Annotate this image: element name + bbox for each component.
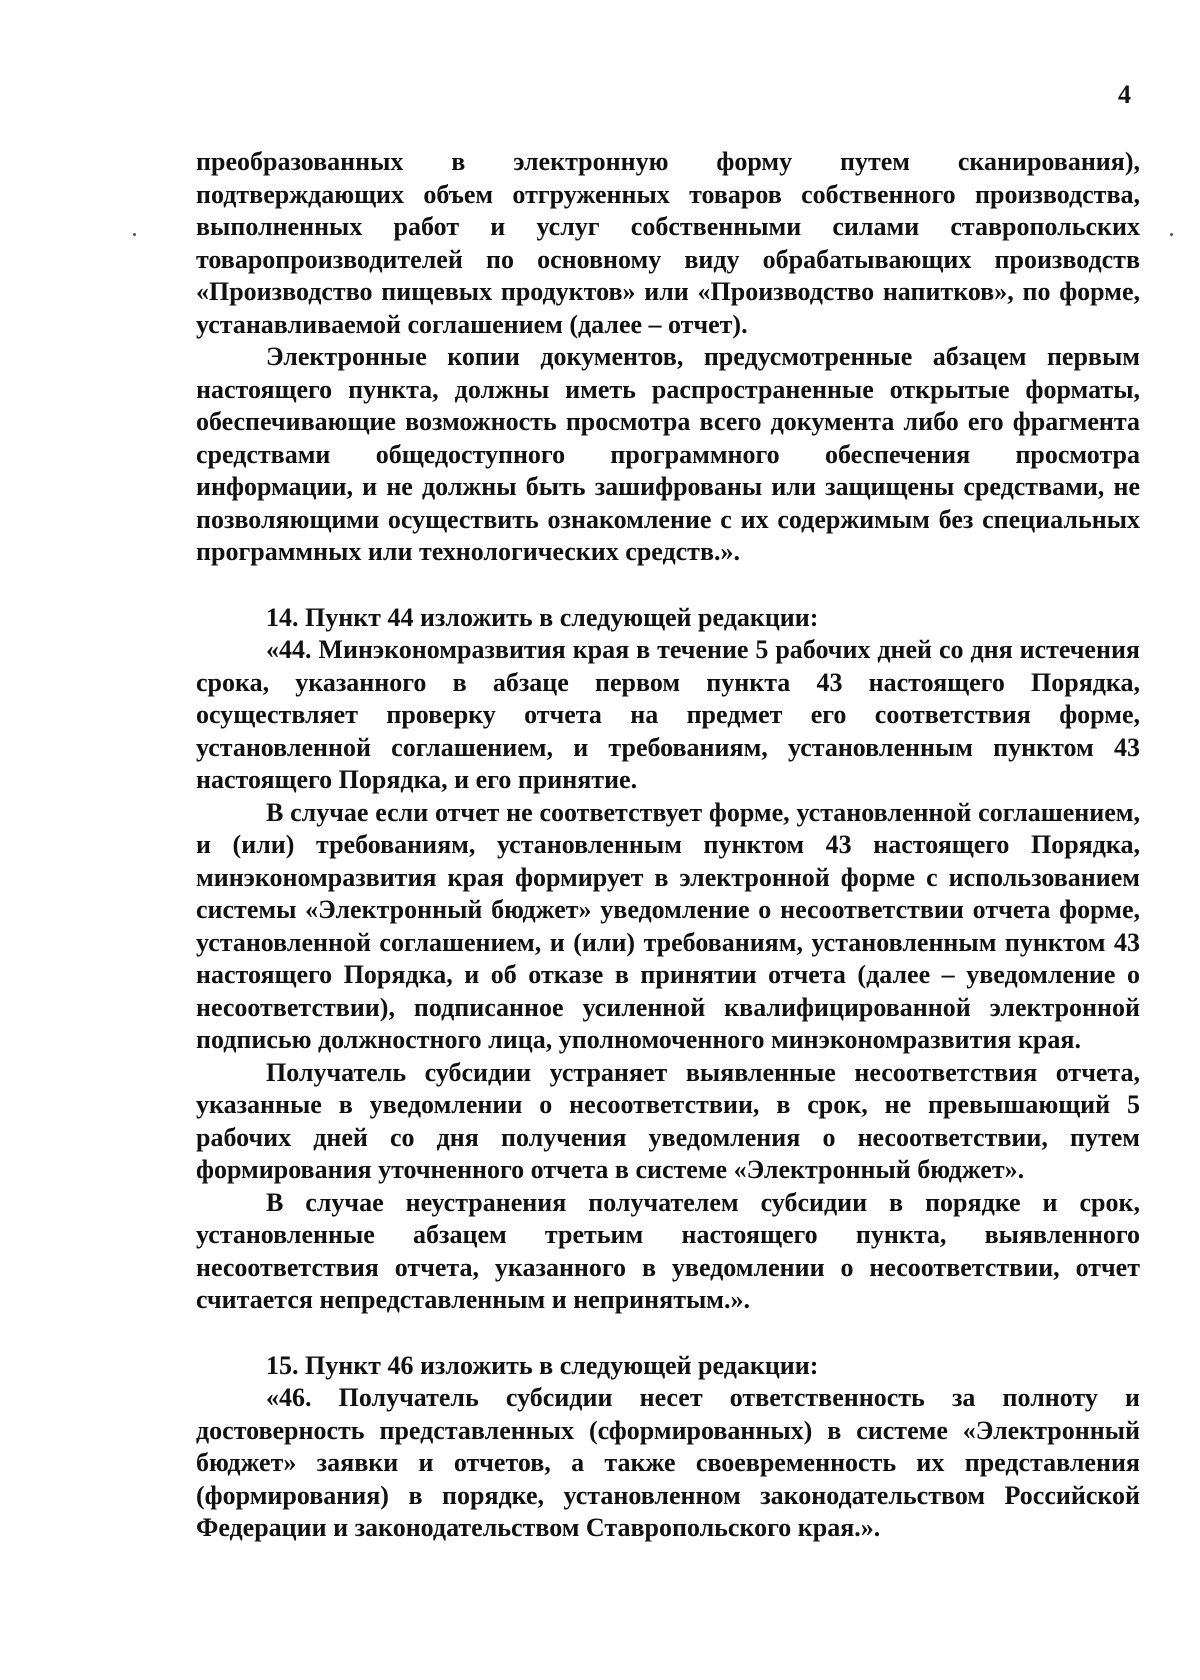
paragraph-item-44: «44. Минэкономразвития края в течение 5 рабочих дней со дня истечения срока, указанного в абзаце первом пункта 43 настоящего Порядка, осуществляет проверку отчета на предмет его соответствия форме, установленной соглашением, и требованиям, установленным пунктом 43 настоящего Порядка, и его принятие. (196, 635, 1140, 794)
heading-item-14: 14. Пункт 44 изложить в следующей редакции: (266, 602, 819, 632)
scan-speck (133, 233, 136, 236)
page-number: 4 (1118, 80, 1131, 109)
paragraph-non-correction: В случае неустранения получателем субсидии в порядке и срок, установленные абзацем третьим настоящего пункта, выявленного несоответствия отчета, указанного в уведомлении о несоответствии, отчет считается непредставленным и непринятым.». (196, 1187, 1140, 1314)
paragraph-item-46: «46. Получатель субсидии несет ответственность за полноту и достоверность представленных (сформированных) в системе «Электронный бюджет» заявки и отчетов, а также своевременность их представления (формирования) в порядке, установленном законодательством Российской Федерации и законодательством Ставропольского края.». (196, 1383, 1140, 1542)
paragraph-recipient-correction: Получатель субсидии устраняет выявленные несоответствия отчета, указанные в уведомлении о несоответствии, в срок, не превышающий 5 рабочих дней со дня получения уведомления о несоответствии, путем формирования уточненного отчета в системе «Электронный бюджет». (196, 1057, 1140, 1184)
paragraph-report-definition: преобразованных в электронную форму путем сканирования), подтверждающих объем отгруженных товаров собственного производства, выполненных работ и услуг собственными силами ставропольских товаропроизводителей по основному виду обрабатывающих производств «Производство пищевых продуктов» или «Производство напитков», по форме, устанавливаемой соглашением (далее – отчет). (196, 147, 1140, 339)
paragraph-electronic-copies: Электронные копии документов, предусмотренные абзацем первым настоящего пункта, должны иметь распространенные открытые форматы, обеспечивающие возможность просмотра всего документа либо его фрагмента средствами общедоступного программного обеспечения просмотра информации, и не должны быть зашифрованы или защищены средствами, не позволяющими осуществить ознакомление с их содержимым без специальных программных или технологических средств.». (196, 342, 1140, 566)
document-body (196, 146, 1140, 1545)
heading-item-15: 15. Пункт 46 изложить в следующей редакции: (266, 1350, 819, 1380)
paragraph-nonconformity: В случае если отчет не соответствует форме, установленной соглашением, и (или) требованиям, установленным пунктом 43 настоящего Порядка, минэкономразвития края формирует в электронной форме с использованием системы «Электронный бюджет» уведомление о несоответствии отчета форме, установленной соглашением, и (или) требованиям, установленным пунктом 43 настоящего Порядка, и об отказе в принятии отчета (далее – уведомление о несоответствии), подписанное усиленной квалифицированной электронной подписью должностного лица, уполномоченного минэкономразвития края. (196, 797, 1140, 1054)
scan-speck (1170, 233, 1173, 236)
